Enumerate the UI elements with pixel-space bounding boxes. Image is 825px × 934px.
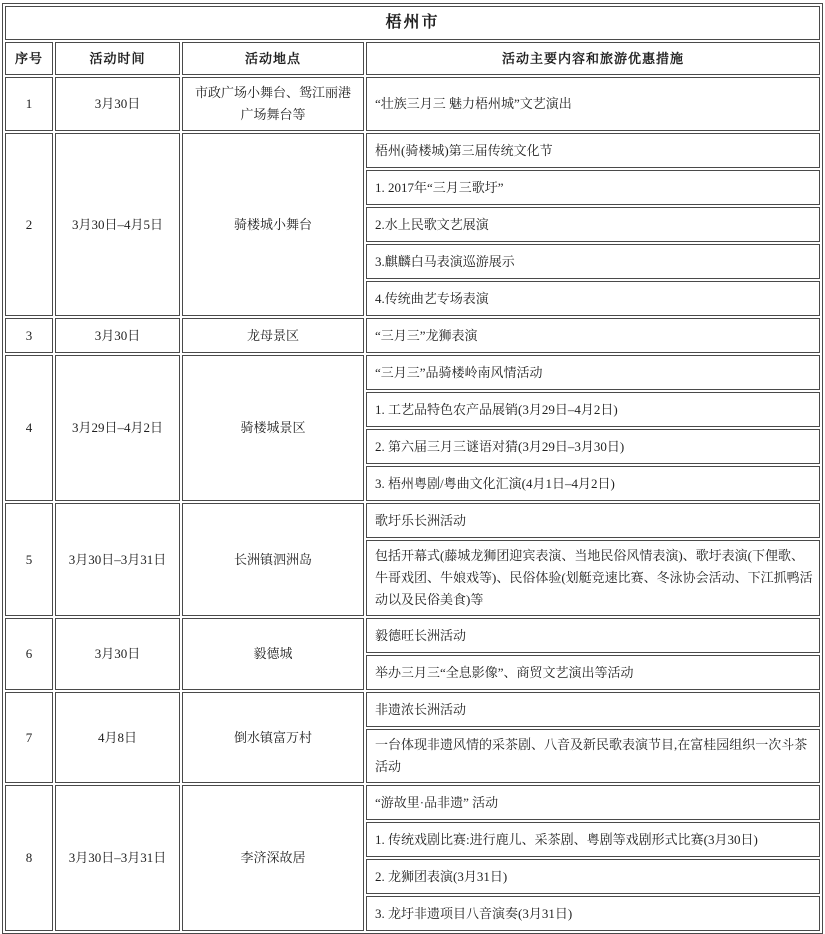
- activity-time: 3月30日–3月31日: [55, 503, 180, 616]
- activity-item: 1. 传统戏剧比赛:进行鹿儿、采茶剧、粤剧等戏剧形式比赛(3月30日): [366, 822, 820, 857]
- activity-time: 3月30日: [55, 77, 180, 131]
- table-row: [5, 503, 820, 538]
- row-number: 3: [5, 318, 53, 353]
- activity-time: 4月8日: [55, 692, 180, 783]
- table-row: [5, 692, 820, 727]
- activity-time: 3月30日: [55, 318, 180, 353]
- activity-item: 1. 2017年“三月三歌圩”: [366, 170, 820, 205]
- header-seq: 序号: [5, 42, 53, 75]
- activity-item: 3.麒麟白马表演巡游展示: [366, 244, 820, 279]
- activity-item: “三月三”品骑楼岭南风情活动: [366, 355, 820, 390]
- events-table: [2, 3, 823, 934]
- table-row: [5, 133, 820, 168]
- activity-item: 2. 龙狮团表演(3月31日): [366, 859, 820, 894]
- activity-item: 一台体现非遗风情的采茶剧、八音及新民歌表演节目,在富桂园组织一次斗茶活动: [366, 729, 820, 783]
- activity-time: 3月30日: [55, 618, 180, 690]
- activity-item: 举办三月三“全息影像”、商贸文艺演出等活动: [366, 655, 820, 690]
- city-title: 梧州市: [5, 6, 820, 40]
- activity-place: 倒水镇富万村: [182, 692, 364, 783]
- activity-time: 3月30日–4月5日: [55, 133, 180, 316]
- table-header-row: [5, 42, 820, 75]
- activity-item: 梧州(骑楼城)第三届传统文化节: [366, 133, 820, 168]
- activity-item: 非遗浓长洲活动: [366, 692, 820, 727]
- activity-item: 2. 第六届三月三谜语对猜(3月29日–3月30日): [366, 429, 820, 464]
- activity-place: 李济深故居: [182, 785, 364, 931]
- table-row: [5, 785, 820, 820]
- row-number: 4: [5, 355, 53, 501]
- header-place: 活动地点: [182, 42, 364, 75]
- activity-time: 3月29日–4月2日: [55, 355, 180, 501]
- table-row: [5, 355, 820, 390]
- activity-item: 3. 龙圩非遗项目八音演奏(3月31日): [366, 896, 820, 931]
- activity-item: 毅德旺长洲活动: [366, 618, 820, 653]
- activity-item: 2.水上民歌文艺展演: [366, 207, 820, 242]
- table-row: [5, 618, 820, 653]
- activity-place: 骑楼城景区: [182, 355, 364, 501]
- row-number: 2: [5, 133, 53, 316]
- header-time: 活动时间: [55, 42, 180, 75]
- row-number: 6: [5, 618, 53, 690]
- activity-item: 3. 梧州粤剧/粤曲文化汇演(4月1日–4月2日): [366, 466, 820, 501]
- activity-place: 龙母景区: [182, 318, 364, 353]
- city-title-row: [5, 6, 820, 40]
- activity-place: 长洲镇泗洲岛: [182, 503, 364, 616]
- activity-item: 歌圩乐长洲活动: [366, 503, 820, 538]
- row-number: 8: [5, 785, 53, 931]
- activity-place: 市政广场小舞台、鸳江丽港广场舞台等: [182, 77, 364, 131]
- activity-item: “壮族三月三 魅力梧州城”文艺演出: [366, 77, 820, 131]
- activity-item: “游故里·品非遗” 活动: [366, 785, 820, 820]
- activity-place: 骑楼城小舞台: [182, 133, 364, 316]
- activity-item: “三月三”龙狮表演: [366, 318, 820, 353]
- activity-item: 包括开幕式(藤城龙狮团迎宾表演、当地民俗风情表演)、歌圩表演(下俚歌、牛哥戏团、牛娘戏等)、民俗体验(划艇竞速比赛、冬泳协会活动、下江抓鸭活动以及民俗美食)等: [366, 540, 820, 616]
- table-row: [5, 77, 820, 131]
- row-number: 1: [5, 77, 53, 131]
- activity-item: 1. 工艺品特色农产品展销(3月29日–4月2日): [366, 392, 820, 427]
- header-content: 活动主要内容和旅游优惠措施: [366, 42, 820, 75]
- activity-place: 毅德城: [182, 618, 364, 690]
- row-number: 5: [5, 503, 53, 616]
- activity-time: 3月30日–3月31日: [55, 785, 180, 931]
- activity-item: 4.传统曲艺专场表演: [366, 281, 820, 316]
- row-number: 7: [5, 692, 53, 783]
- table-row: [5, 318, 820, 353]
